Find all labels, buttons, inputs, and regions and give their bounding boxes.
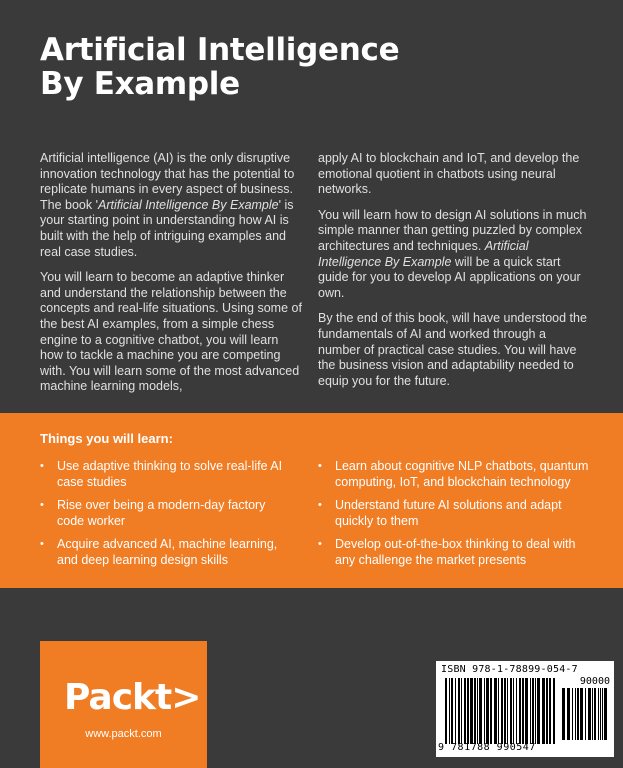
paragraph-text: You will learn how to design AI solutions in much simple manner than getting puzzled by complex architectures and techniques. [318,207,587,253]
publisher-url: www.packt.com [85,728,162,740]
description-right-column [318,151,590,399]
list-item [318,459,598,490]
bullet-icon: • [318,538,322,551]
description-paragraph-2: You will learn to become an adaptive thinker and understand the relationship between the concepts and real-life situations. Using some of the best AI examples, from a simple chess engine to a cognitive chatbot, you will learn how to tackle a machine you are competing with. You will learn some of the most advanced machine learning models, [40,270,302,394]
learning-outcomes-right-list [318,459,598,577]
description-paragraph-5: By the end of this book, will have understood the fundamentals of AI and worked through a number of practical case studies. You will have the business vision and adaptability needed to equip you for the future. [318,311,587,388]
paragraph-text: will be a quick start guide for you to develop AI applications on your own. [318,254,581,300]
list-item [318,537,598,568]
bullet-icon: • [318,460,322,472]
description-left-column [40,151,302,405]
list-item [40,537,290,568]
bullet-icon: • [40,460,44,472]
title-line-1: Artificial Intelligence [40,32,400,68]
paragraph-text: Artificial intelligence (AI) is the only disruptive innovation technology that has the potential to replicate humans in every aspect of business. The book ' [40,151,295,212]
list-item-text: Use adaptive thinking to solve real-life AI case studies [57,459,283,489]
ean-digits: 9 781788 990547 [438,742,536,753]
list-item-text: Acquire advanced AI, machine learning, and deep learning design skills [57,537,278,567]
description-paragraph-1 [40,151,302,260]
bullet-icon: • [40,538,44,551]
learning-outcomes-band [0,413,623,588]
bullet-icon: • [40,499,44,512]
book-title [40,33,399,101]
barcode-bars-main [445,678,557,744]
list-item [40,459,290,490]
description-paragraph-4 [318,208,590,302]
learning-outcomes-left-list [40,459,290,577]
price-code: 90000 [579,676,610,687]
list-item-text: Rise over being a modern-day factory code worker [57,498,266,528]
book-title-italic: Artificial Intelligence By Example [97,197,279,212]
list-item [318,498,598,529]
paragraph-text: ' is your starting point in understanding how AI is built with the help of intriguing examples and real case studies. [40,197,294,259]
bullet-icon: • [318,499,322,512]
isbn-text: ISBN 978-1-78899-054-7 [441,664,578,675]
list-item-text: Learn about cognitive NLP chatbots, quantum computing, IoT, and blockchain technology [335,459,589,489]
list-item-text: Understand future AI solutions and adapt quickly to them [335,498,562,528]
list-item-text: Develop out-of-the-box thinking to deal with any challenge the market presents [335,537,576,567]
book-title-italic: Artificial Intelligence By Example [318,238,529,269]
title-line-2: By Example [40,66,240,102]
publisher-logo-box [40,641,207,768]
packt-logo: Packt> [64,677,201,718]
isbn-barcode [436,661,614,757]
learning-outcomes-heading: Things you will learn: [40,431,173,446]
barcode-bars-addon [562,688,610,740]
description-paragraph-3: apply AI to blockchain and IoT, and develop the emotional quotient in chatbots using neural networks. [318,151,580,197]
list-item [40,498,290,529]
